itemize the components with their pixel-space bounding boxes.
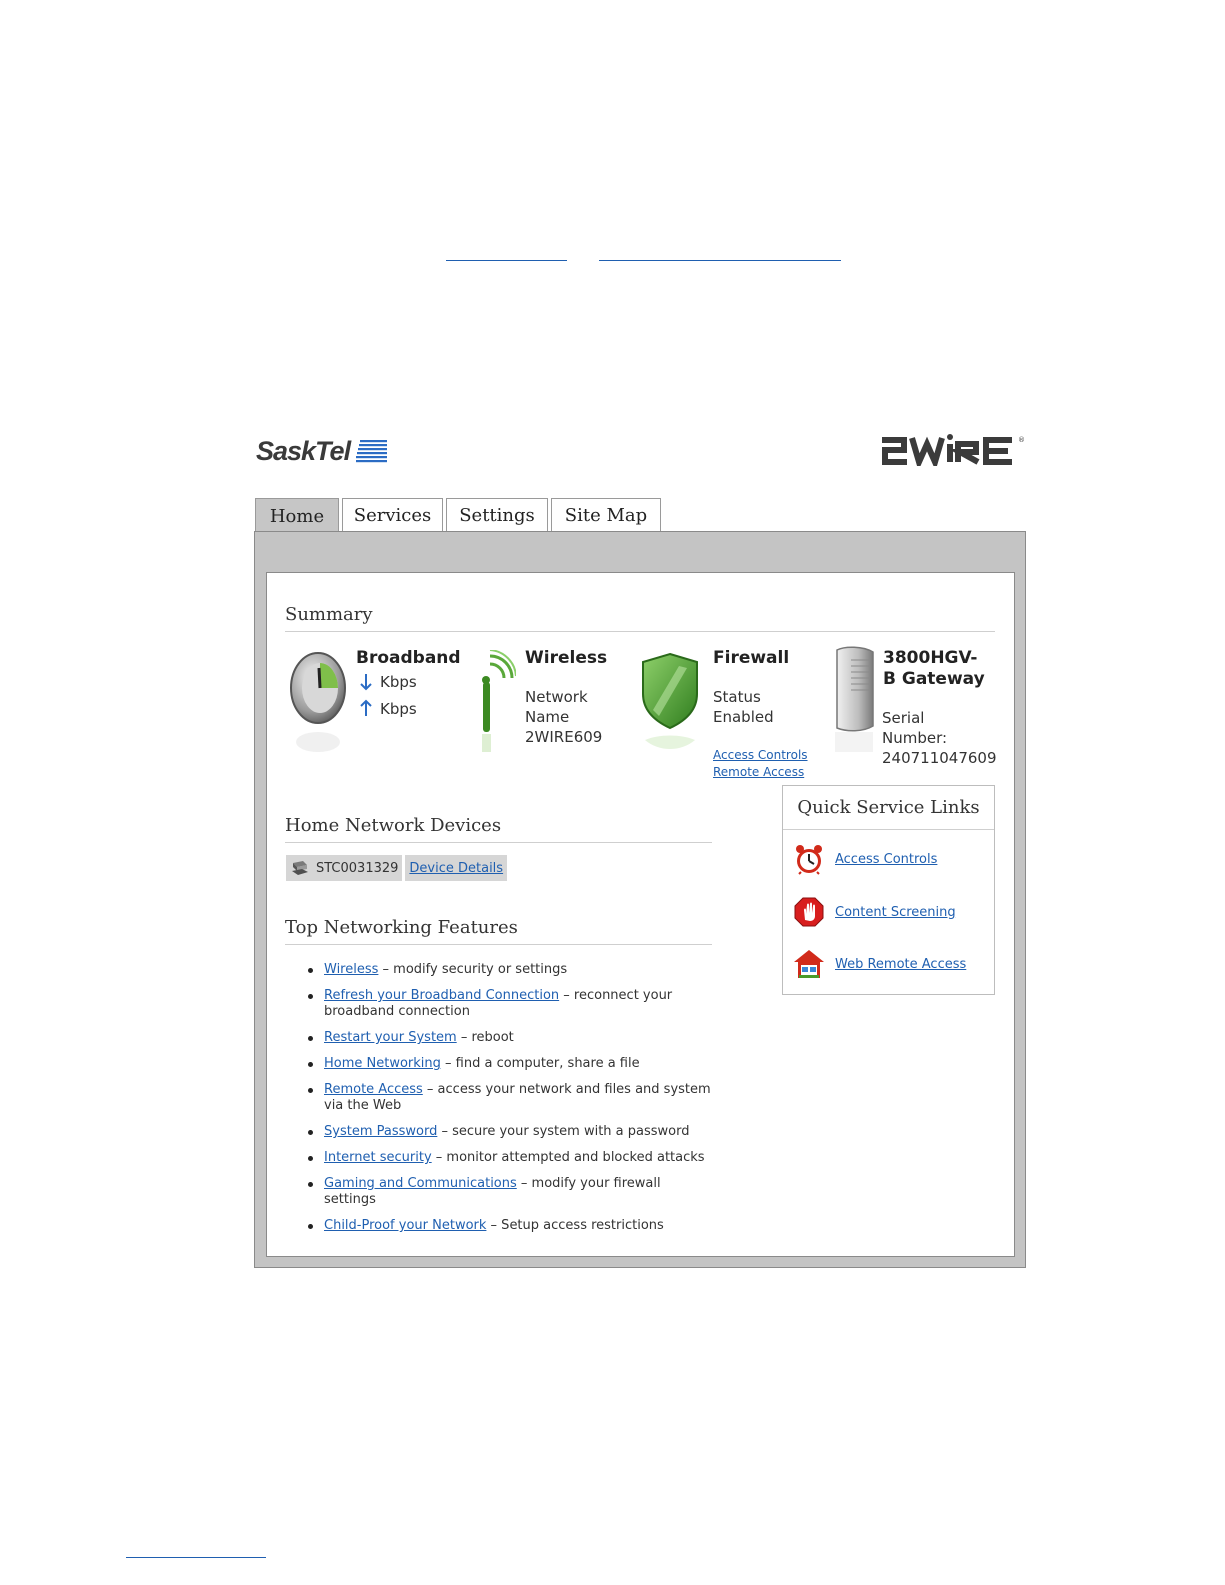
quick-link-content-screening[interactable] (793, 896, 956, 928)
feature-desc: – find a computer, share a file (440, 1056, 640, 1071)
quick-link-access-controls[interactable] (793, 843, 937, 875)
main-tabs (255, 498, 664, 532)
house-icon (793, 948, 825, 980)
tab-settings[interactable]: Settings (446, 498, 548, 532)
list-item (303, 1218, 713, 1234)
system-password-link[interactable]: System Password (324, 1124, 438, 1139)
quick-service-links-title: Quick Service Links (783, 786, 994, 830)
list-item (303, 1056, 713, 1072)
feature-desc: – Setup access restrictions (486, 1218, 664, 1233)
stray-link-3[interactable] (126, 1557, 266, 1558)
list-item (303, 1176, 713, 1208)
device-name: STC0031329 (313, 855, 402, 881)
access-controls-link[interactable]: Access Controls (835, 851, 938, 867)
feature-desc: – monitor attempted and blocked attacks (431, 1150, 705, 1165)
internet-security-link[interactable]: Internet security (324, 1150, 432, 1165)
feature-desc: – modify security or settings (378, 962, 568, 977)
firewall-remote-access-link[interactable]: Remote Access (713, 765, 805, 779)
firewall-shield-icon (639, 652, 701, 756)
child-proof-network-link[interactable]: Child-Proof your Network (324, 1218, 487, 1233)
list-item (303, 1124, 713, 1140)
top-networking-features-title: Top Networking Features (285, 917, 712, 945)
firewall-status-label: Status (713, 688, 761, 706)
computer-icon (291, 860, 309, 876)
sasktel-logo-text: SaskTel (256, 436, 351, 466)
quick-link-web-remote-access[interactable] (793, 948, 966, 980)
remote-access-link[interactable]: Remote Access (324, 1082, 423, 1097)
tab-site-map[interactable]: Site Map (551, 498, 661, 532)
tab-services[interactable]: Services (342, 498, 443, 532)
wireless-network-label: Network (525, 688, 588, 706)
list-item (303, 1082, 713, 1114)
device-row (286, 855, 507, 881)
alarm-clock-icon (793, 843, 825, 875)
restart-system-link[interactable]: Restart your System (324, 1030, 457, 1045)
home-networking-link[interactable]: Home Networking (324, 1056, 441, 1071)
refresh-broadband-link[interactable]: Refresh your Broadband Connection (324, 988, 560, 1003)
stray-link-2[interactable] (599, 260, 841, 261)
arrow-up-icon (359, 699, 373, 717)
web-remote-access-link[interactable]: Web Remote Access (835, 956, 967, 972)
sasktel-logo (256, 436, 388, 467)
wireless-antenna-icon (474, 650, 516, 756)
tab-home[interactable]: Home (255, 498, 339, 533)
list-item (303, 988, 713, 1020)
svg-text:®: ® (1018, 436, 1025, 444)
list-item (303, 1030, 713, 1046)
gateway-serial-label: Serial (882, 709, 925, 727)
gaming-communications-link[interactable]: Gaming and Communications (324, 1176, 517, 1191)
list-item (303, 962, 713, 978)
list-item (303, 1150, 713, 1166)
gateway-serial-value: 240711047609 (882, 749, 997, 767)
feature-desc: – reconnect your broadband connection (324, 988, 673, 1019)
arrow-down-icon (359, 673, 373, 691)
quick-service-links-box (782, 785, 995, 995)
stray-link-1[interactable] (446, 260, 567, 261)
gateway-device-icon (829, 646, 877, 756)
broadband-down-rate: Kbps (380, 673, 417, 691)
content-screening-link[interactable]: Content Screening (835, 904, 956, 920)
feature-desc: – modify your firewall settings (324, 1176, 661, 1207)
device-details-link[interactable]: Device Details (405, 855, 507, 881)
feature-desc: – access your network and files and system via the Web (324, 1082, 711, 1113)
home-network-devices-title: Home Network Devices (285, 815, 712, 843)
wireless-name-label: Name (525, 708, 570, 726)
wireless-link[interactable]: Wireless (324, 962, 379, 977)
features-list (303, 962, 713, 1244)
broadband-title: Broadband (356, 648, 461, 668)
gateway-title-line2: B Gateway (883, 669, 985, 689)
firewall-access-controls-link[interactable]: Access Controls (713, 748, 808, 762)
firewall-status-value: Enabled (713, 708, 774, 726)
2wire-logo (880, 434, 1026, 470)
feature-desc: – reboot (456, 1030, 514, 1045)
broadband-gauge-icon (289, 650, 347, 756)
gateway-number-label: Number: (882, 729, 948, 747)
2wire-logo-mark (880, 434, 1026, 466)
wireless-ssid: 2WIRE609 (525, 728, 603, 746)
wireless-title: Wireless (525, 648, 608, 668)
firewall-title: Firewall (713, 648, 790, 668)
summary-title: Summary (285, 604, 995, 632)
feature-desc: – secure your system with a password (437, 1124, 690, 1139)
gateway-title-line1: 3800HGV- (883, 648, 978, 668)
broadband-up-rate: Kbps (380, 700, 417, 718)
sasktel-flag-icon (356, 440, 388, 464)
device-icon-cell (286, 855, 313, 881)
stop-hand-icon (793, 896, 825, 928)
